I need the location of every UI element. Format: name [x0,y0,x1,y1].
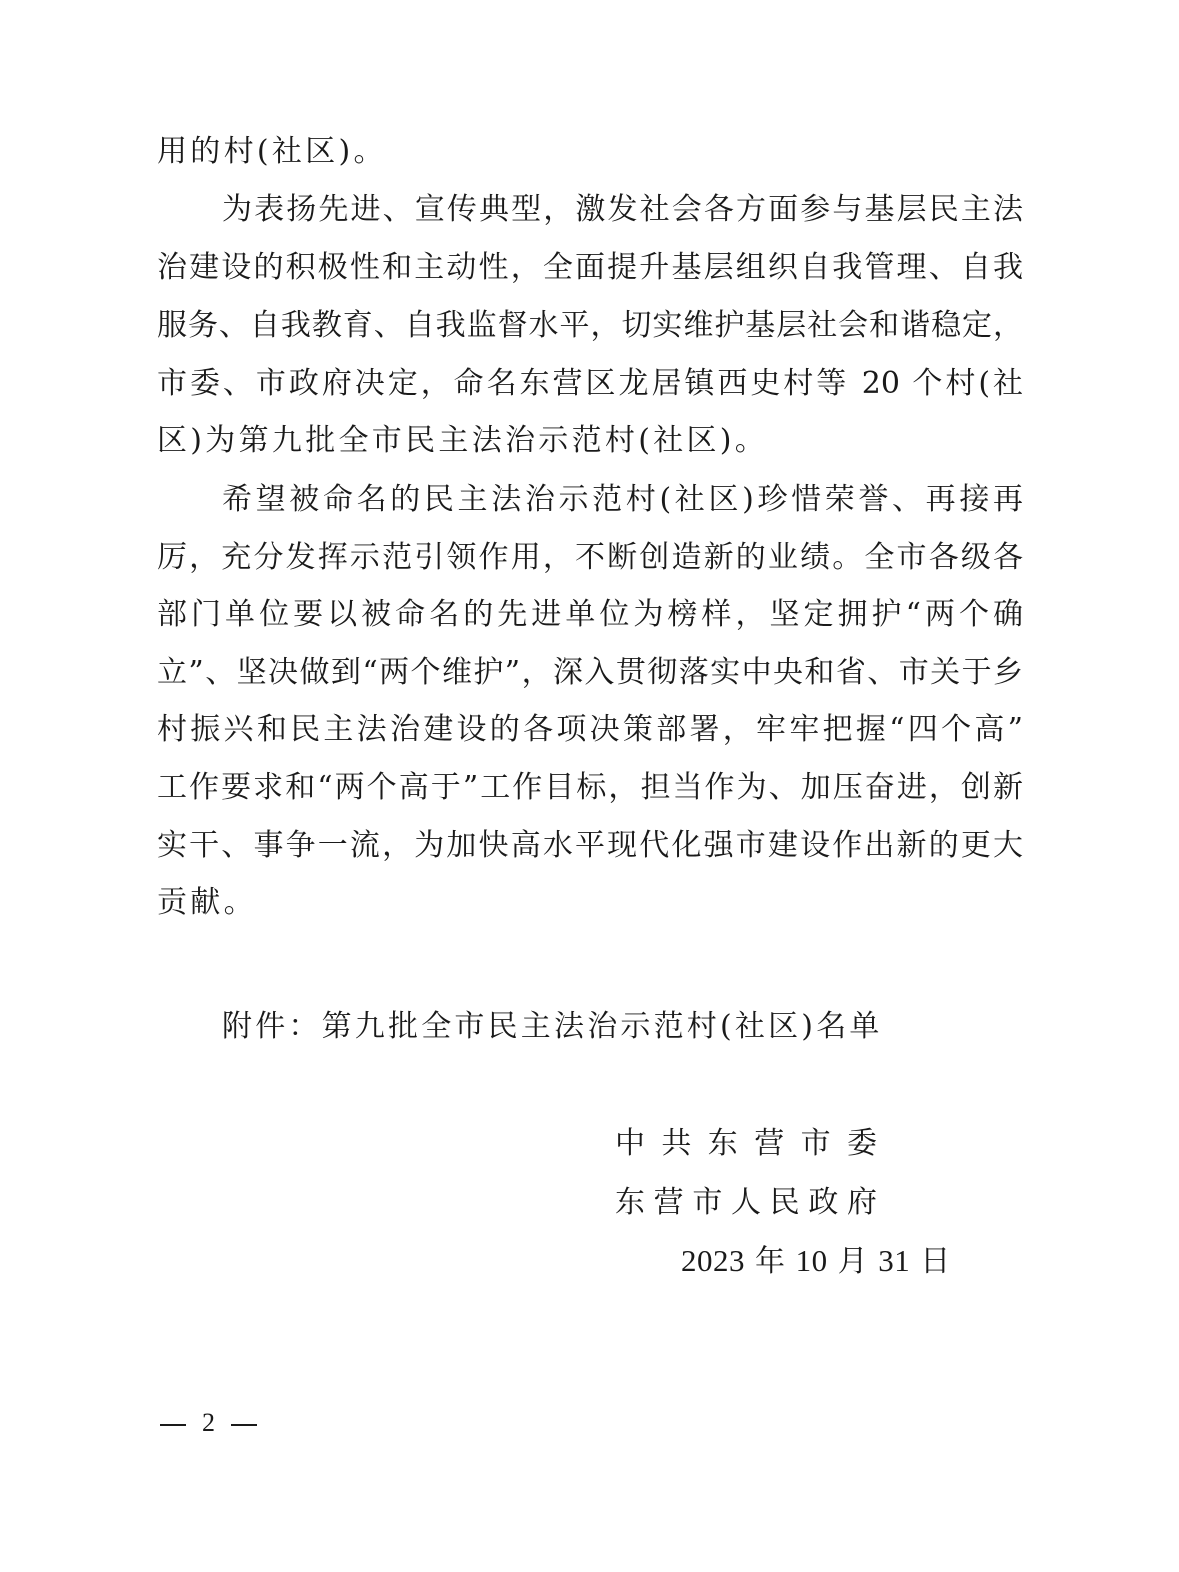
paragraph-line: 市委、市政府决定，命名东营区龙居镇西史村等 20 个村(社 [157,366,1023,401]
date-day-unit: 日 [920,1244,951,1279]
paragraph-line: 区)为第九批全市民主法治示范村(社区)。 [157,423,769,458]
paragraph-line: 部门单位要以被命名的先进单位为榜样，坚定拥护“两个确 [157,597,1023,632]
date-month: 10 [795,1243,828,1278]
paragraph-line: 实干、事争一流，为加快高水平现代化强市建设作出新的更大 [157,828,1023,863]
issuer-government: 东营市人民政府 [615,1185,877,1220]
issuer-party-committee: 中共东营市委 [615,1126,877,1161]
paragraph-line: 厉，充分发挥示范引领作用，不断创造新的业绩。全市各级各 [157,540,1023,575]
date-year-unit: 年 [755,1244,786,1279]
date-day: 31 [878,1243,911,1278]
page-number-dash-right [231,1424,257,1426]
paragraph-line: 立”、坚决做到“两个维护”，深入贯彻落实中央和省、市关于乡 [157,655,1023,690]
issue-date [681,1241,951,1282]
page-number [160,1405,257,1441]
page-number-value: 2 [202,1408,215,1437]
paragraph-line: 服务、自我教育、自我监督水平，切实维护基层社会和谐稳定， [157,308,1023,343]
date-year: 2023 [681,1243,745,1278]
paragraph-line: 村振兴和民主法治建设的各项决策部署，牢牢把握“四个高” [157,712,1023,747]
date-month-unit: 月 [837,1244,869,1279]
paragraph-line: 贡献。 [157,885,257,920]
paragraph-line: 为表扬先进、宣传典型，激发社会各方面参与基层民主法 [222,192,1023,227]
attachment-note: 附件：第九批全市民主法治示范村(社区)名单 [222,1009,883,1044]
page-number-dash-left [160,1424,186,1426]
paragraph-line: 用的村(社区)。 [157,134,387,169]
paragraph-line: 治建设的积极性和主动性，全面提升基层组织自我管理、自我 [157,250,1023,285]
paragraph-line: 工作要求和“两个高于”工作目标，担当作为、加压奋进，创新 [157,770,1023,805]
paragraph-line: 希望被命名的民主法治示范村(社区)珍惜荣誉、再接再 [222,482,1023,517]
